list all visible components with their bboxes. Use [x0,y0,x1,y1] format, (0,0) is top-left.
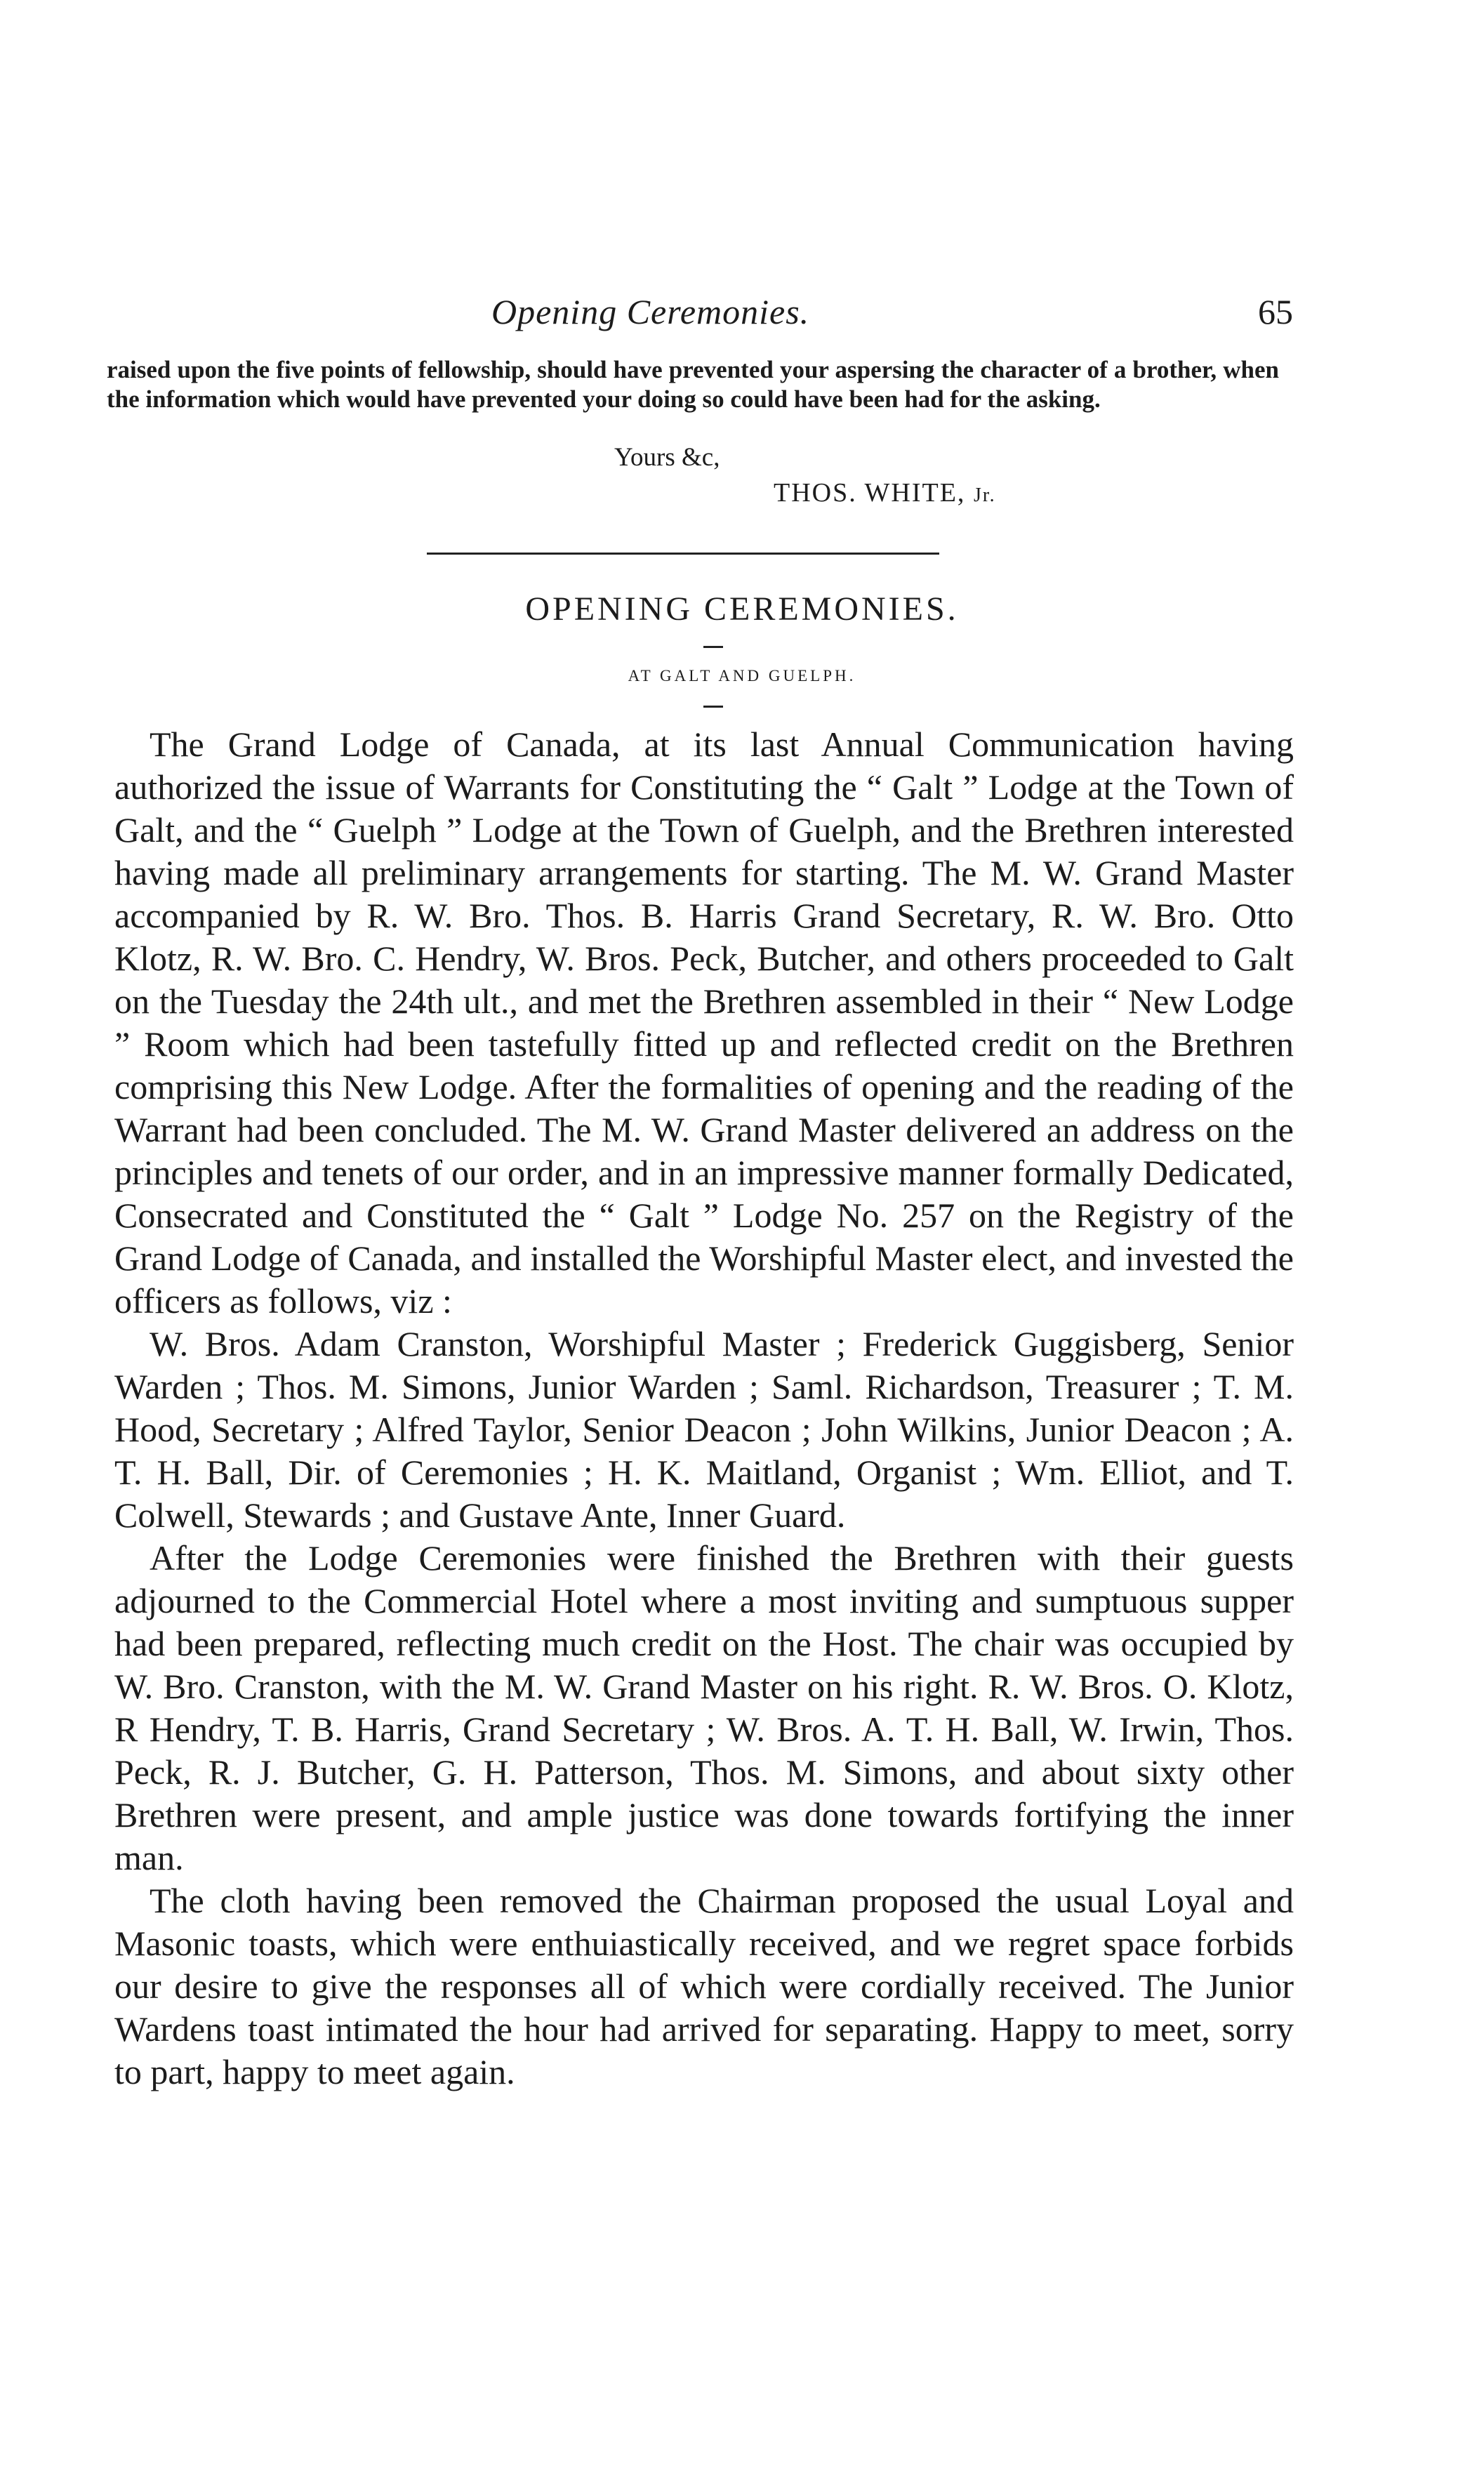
paragraph: After the Lodge Ceremonies were finished the Brethren with their guests adjourned to the Commercial Hotel where a most inviting and sumptuous supper had been prepared, reflecting much credit on the Host. The chair was occupied by W. Bro. Cranston, with the M. W. Grand Master on his right. R. W. Bros. O. Klotz, R Hendry, T. B. Harris, Grand Secretary ; W. Bros. A. T. H. Ball, W. Irwin, Thos. Peck, R. J. Butcher, G. H. Patterson, Thos. M. Simons, and about sixty other Brethren were present, and ample justice was done towards fortifying the inner man. [114,1538,1294,1877]
paragraph: W. Bros. Adam Cranston, Worshipful Master ; Frederick Guggisberg, Senior Warden ; Thos. M. Simons, Junior Warden ; Saml. Richardson, Treasurer ; T. M. Hood, Secretary ; Alfred Taylor, Senior Deacon ; John Wilkins, Junior Deacon ; A. T. H. Ball, Dir. of Ceremonies ; H. K. Maitland, Organist ; Wm. Elliot, and T. Colwell, Stewards ; and Gustave Ante, Inner Guard. [114,1324,1294,1535]
paragraph: The Grand Lodge of Canada, at its last Annual Communication having authorized the issue of Warrants for Constituting the “ Galt ” Lodge at the Town of Galt, and the “ Guelph ” Lodge at the Town of Guelph, and the Brethren interested having made all preliminary arrangements for starting. The M. W. Grand Master accompanied by R. W. Bro. Thos. B. Harris Grand Secretary, R. W. Bro. Otto Klotz, R. W. Bro. C. Hendry, W. Bros. Peck, Butcher, and others proceeded to Galt on the Tuesday the 24th ult., and met the Brethren assembled in their “ New Lodge ” Room which had been tastefully fitted up and reflected credit on the Brethren comprising this New Lodge. After the formalities of opening and the reading of the Warrant had been concluded. The M. W. Grand Master delivered an address on the principles and tenets of our order, and in an impressive manner formally Dedicated, Consecrated and Constituted the “ Galt ” Lodge No. 257 on the Registry of the Grand Lodge of Canada, and installed the Worshipful Master elect, and invested the officers as follows, viz : [114,725,1294,1321]
letter-closing: Yours &c, [614,443,720,472]
letter-signature [774,477,996,508]
title-dash [703,646,723,648]
running-head [0,291,1484,348]
subtitle-dash [703,706,723,708]
article-subtitle: AT GALT AND GUELPH. [628,667,856,685]
running-head-title: Opening Ceremonies. [491,292,810,331]
article-title: OPENING CEREMONIES. [525,590,959,628]
letter-continuation: raised upon the five points of fellowship, should have prevented your aspersing the character of a brother, when the information which would have prevented your doing so could have been had for the asking. [107,356,1279,413]
article-body [114,723,1294,2094]
signature-name: THOS. WHITE, [774,478,974,508]
section-divider [427,553,939,555]
paragraph: The cloth having been removed the Chairman proposed the usual Loyal and Masonic toasts, which were enthuiastically received, and we regret space forbids our desire to give the responses all of which were cordially received. The Junior Wardens toast intimated the hour had arrived for separating. Happy to meet, sorry to part, happy to meet again. [114,1881,1294,2091]
page-number: 65 [1258,292,1293,331]
signature-suffix: Jr. [973,484,996,506]
